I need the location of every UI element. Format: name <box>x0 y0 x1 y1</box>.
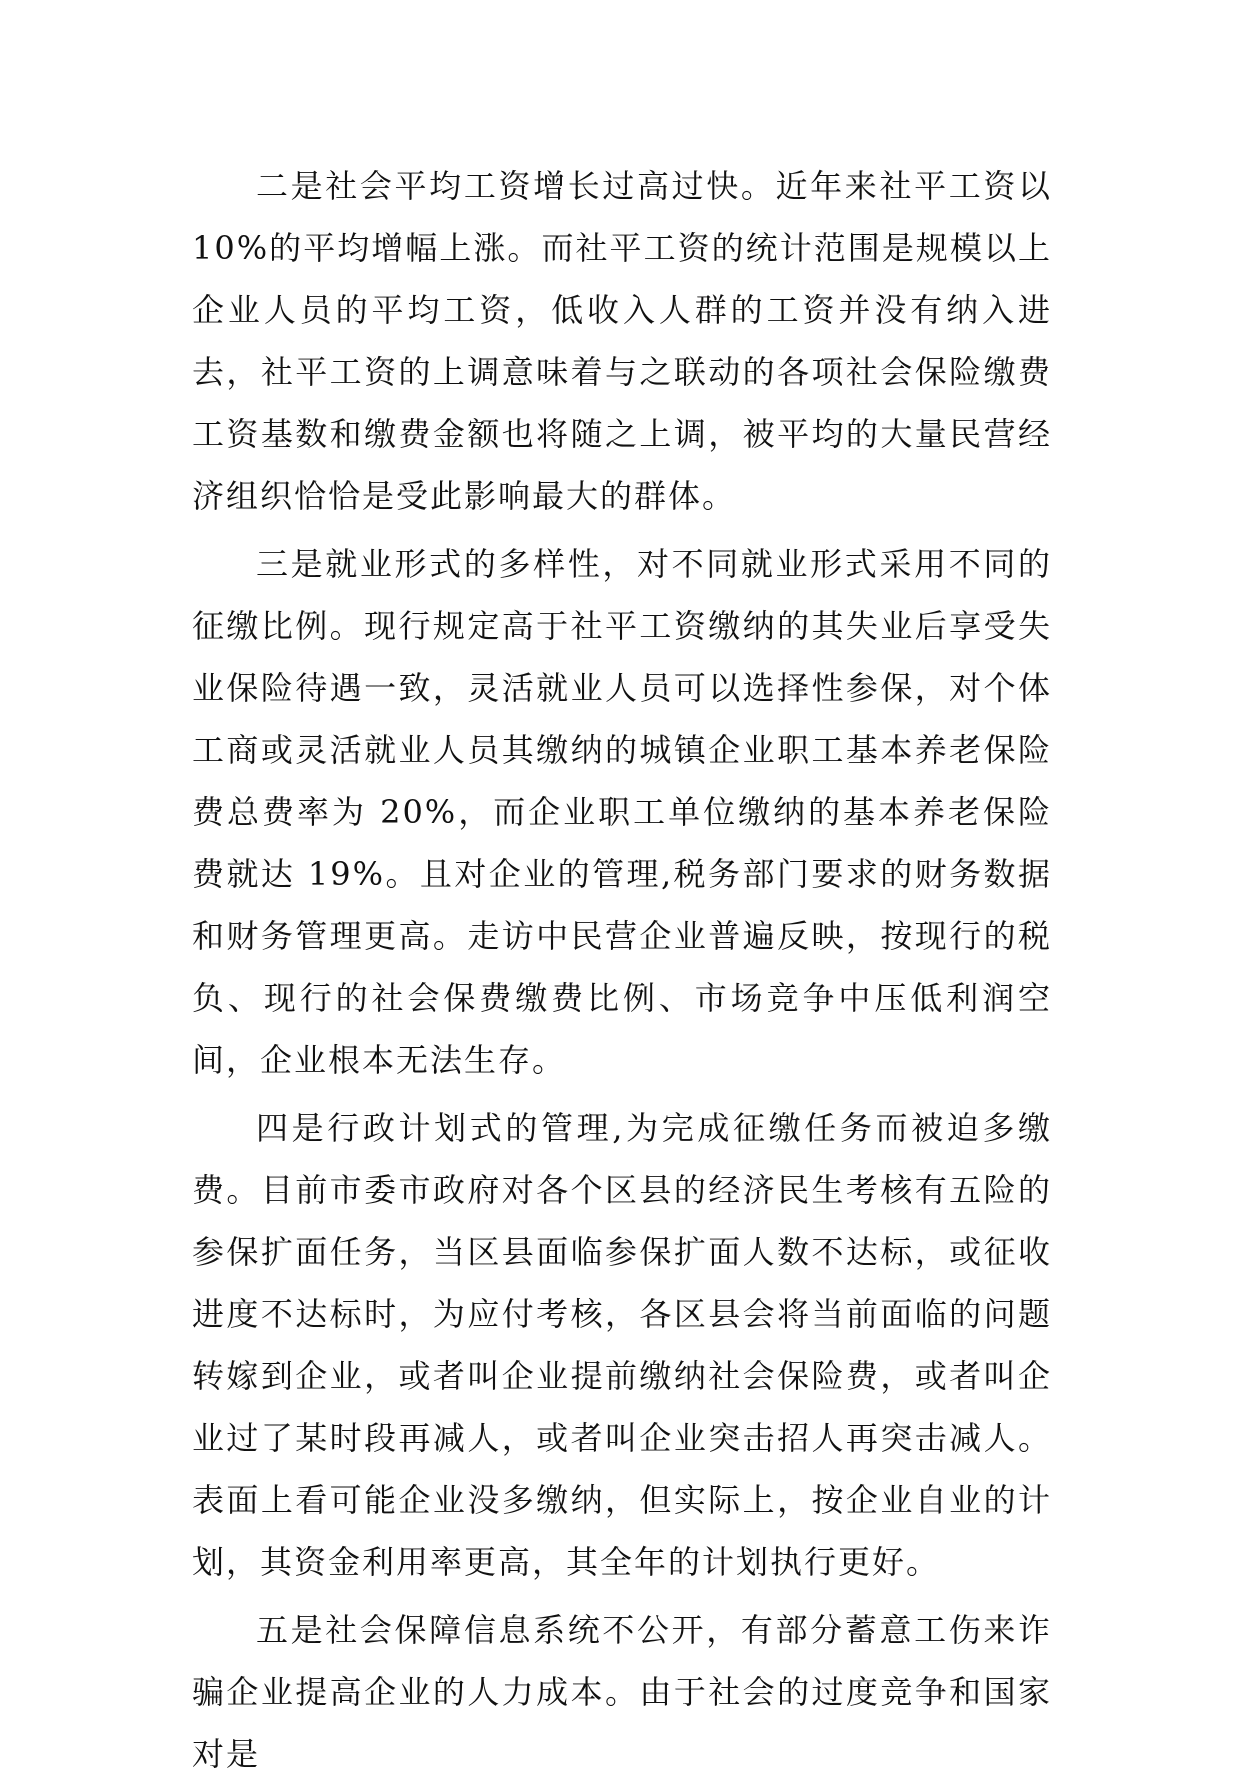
paragraph-3: 三是就业形式的多样性，对不同就业形式采用不同的征缴比例。现行规定高于社平工资缴纳的其失业后享受失业保险待遇一致，灵活就业人员可以选择性参保，对个体工商或灵活就业人员其缴纳的城镇企业职工基本养老保险费总费率为 20%，而企业职工单位缴纳的基本养老保险费就达 19%。且对企业的管理,税务部门要求的财务数据和财务管理更高。走访中民营企业普遍反映，按现行的税负、现行的社会保费缴费比例、市场竞争中压低利润空间，企业根本无法生存。 <box>192 545 1052 1079</box>
paragraph-4: 四是行政计划式的管理,为完成征缴任务而被迫多缴费。目前市委市政府对各个区县的经济民生考核有五险的参保扩面任务，当区县面临参保扩面人数不达标，或征收进度不达标时，为应付考核，各区县会将当前面临的问题转嫁到企业，或者叫企业提前缴纳社会保险费，或者叫企业过了某时段再减人，或者叫企业突击招人再突击减人。表面上看可能企业没多缴纳，但实际上，按企业自业的计划，其资金利用率更高，其全年的计划执行更好。 <box>192 1109 1052 1581</box>
paragraph-5: 五是社会保障信息系统不公开，有部分蓄意工伤来诈骗企业提高企业的人力成本。由于社会的过度竞争和国家对是 <box>192 1611 1052 1773</box>
paragraph-2: 二是社会平均工资增长过高过快。近年来社平工资以10%的平均增幅上涨。而社平工资的统计范围是规模以上企业人员的平均工资，低收入人群的工资并没有纳入进去，社平工资的上调意味着与之联动的各项社会保险缴费工资基数和缴费金额也将随之上调，被平均的大量民营经济组织恰恰是受此影响最大的群体。 <box>192 167 1052 515</box>
document-body <box>192 155 1052 1791</box>
